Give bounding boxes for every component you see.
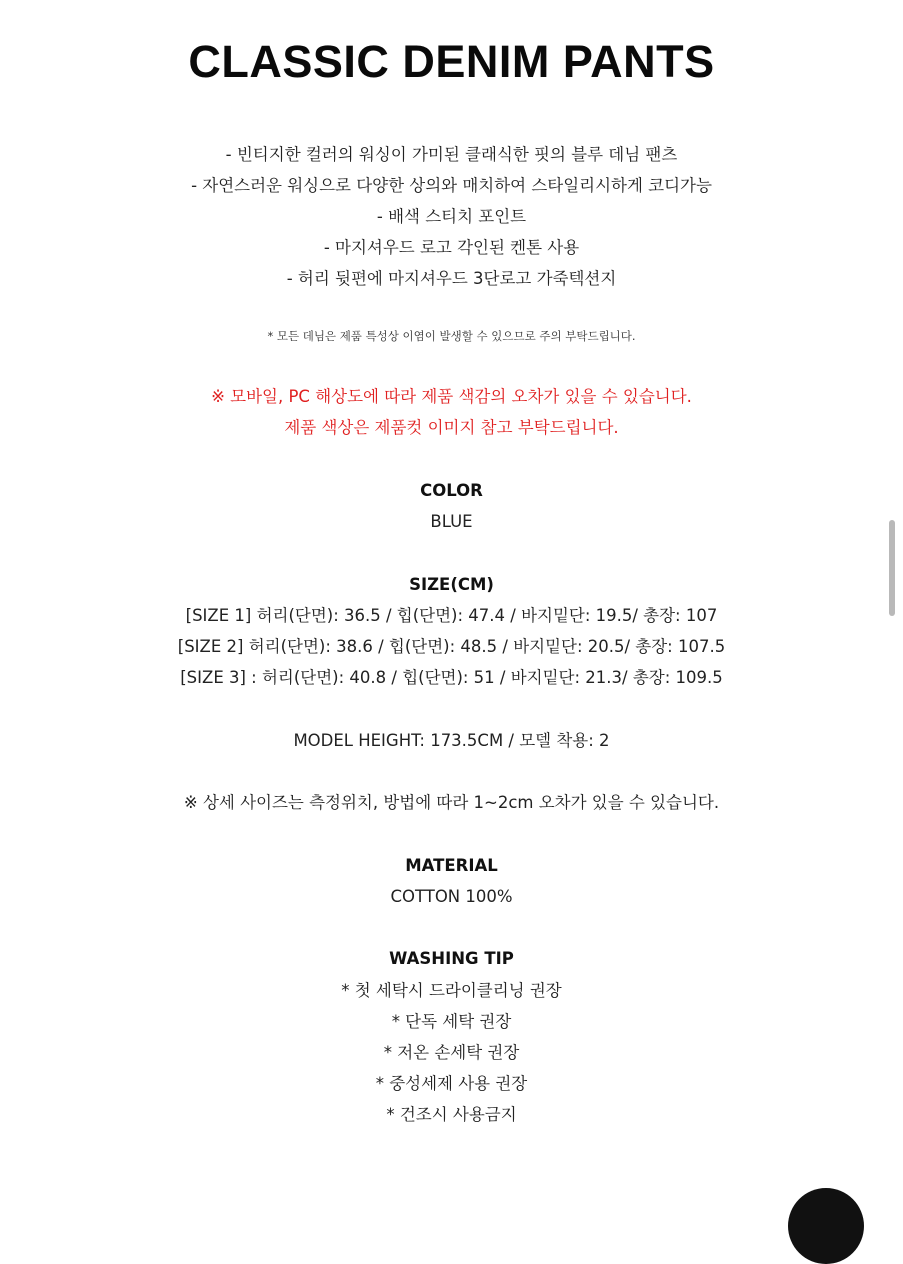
scrollbar-thumb[interactable] bbox=[889, 520, 895, 616]
washing-heading: WASHING TIP bbox=[389, 949, 514, 968]
color-warning-line: 제품 색상은 제품컷 이미지 참고 부탁드립니다. bbox=[284, 418, 619, 437]
washing-tip: * 단독 세탁 권장 bbox=[391, 1012, 512, 1031]
color-heading: COLOR bbox=[420, 481, 483, 500]
washing-tip: * 저온 손세탁 권장 bbox=[383, 1043, 520, 1062]
size-row: [SIZE 2] 허리(단면): 38.6 / 힙(단면): 48.5 / 바지밑단: 20.5/ 총장: 107.5 bbox=[177, 637, 726, 656]
color-warning-line: ※ 모바일, PC 해상도에 따라 제품 색감의 오차가 있을 수 있습니다. bbox=[211, 387, 692, 406]
material-heading: MATERIAL bbox=[405, 856, 498, 875]
feature-line: - 배색 스티치 포인트 bbox=[376, 207, 527, 226]
size-row: [SIZE 3] : 허리(단면): 40.8 / 힙(단면): 51 / 바지밑단: 21.3/ 총장: 109.5 bbox=[180, 668, 723, 687]
size-heading: SIZE(CM) bbox=[409, 575, 494, 594]
model-info: MODEL HEIGHT: 173.5CM / 모델 착용: 2 bbox=[293, 731, 610, 750]
material-value: COTTON 100% bbox=[390, 887, 513, 906]
size-row: [SIZE 1] 허리(단면): 36.5 / 힙(단면): 47.4 / 바지밑단: 19.5/ 총장: 107 bbox=[185, 606, 718, 625]
feature-line: - 마지셔우드 로고 각인된 켄톤 사용 bbox=[323, 238, 580, 257]
color-value: BLUE bbox=[430, 512, 473, 531]
denim-care-note: * 모든 데님은 제품 특성상 이염이 발생할 수 있으므로 주의 부탁드립니다. bbox=[267, 329, 636, 343]
feature-line: - 허리 뒷편에 마지셔우드 3단로고 가죽텍션지 bbox=[286, 269, 617, 288]
washing-tip: * 첫 세탁시 드라이클리닝 권장 bbox=[341, 981, 562, 1000]
floating-action-button[interactable] bbox=[788, 1188, 864, 1264]
washing-tip: * 중성세제 사용 권장 bbox=[375, 1074, 528, 1093]
feature-line: - 자연스러운 워싱으로 다양한 상의와 매치하여 스타일리시하게 코디가능 bbox=[191, 176, 712, 195]
product-title: CLASSIC DENIM PANTS bbox=[188, 36, 715, 87]
washing-tip: * 건조시 사용금지 bbox=[386, 1105, 517, 1124]
feature-line: - 빈티지한 컬러의 워싱이 가미된 클래식한 핏의 블루 데님 팬츠 bbox=[225, 145, 678, 164]
size-tolerance-note: ※ 상세 사이즈는 측정위치, 방법에 따라 1~2cm 오차가 있을 수 있습니다. bbox=[183, 793, 720, 812]
